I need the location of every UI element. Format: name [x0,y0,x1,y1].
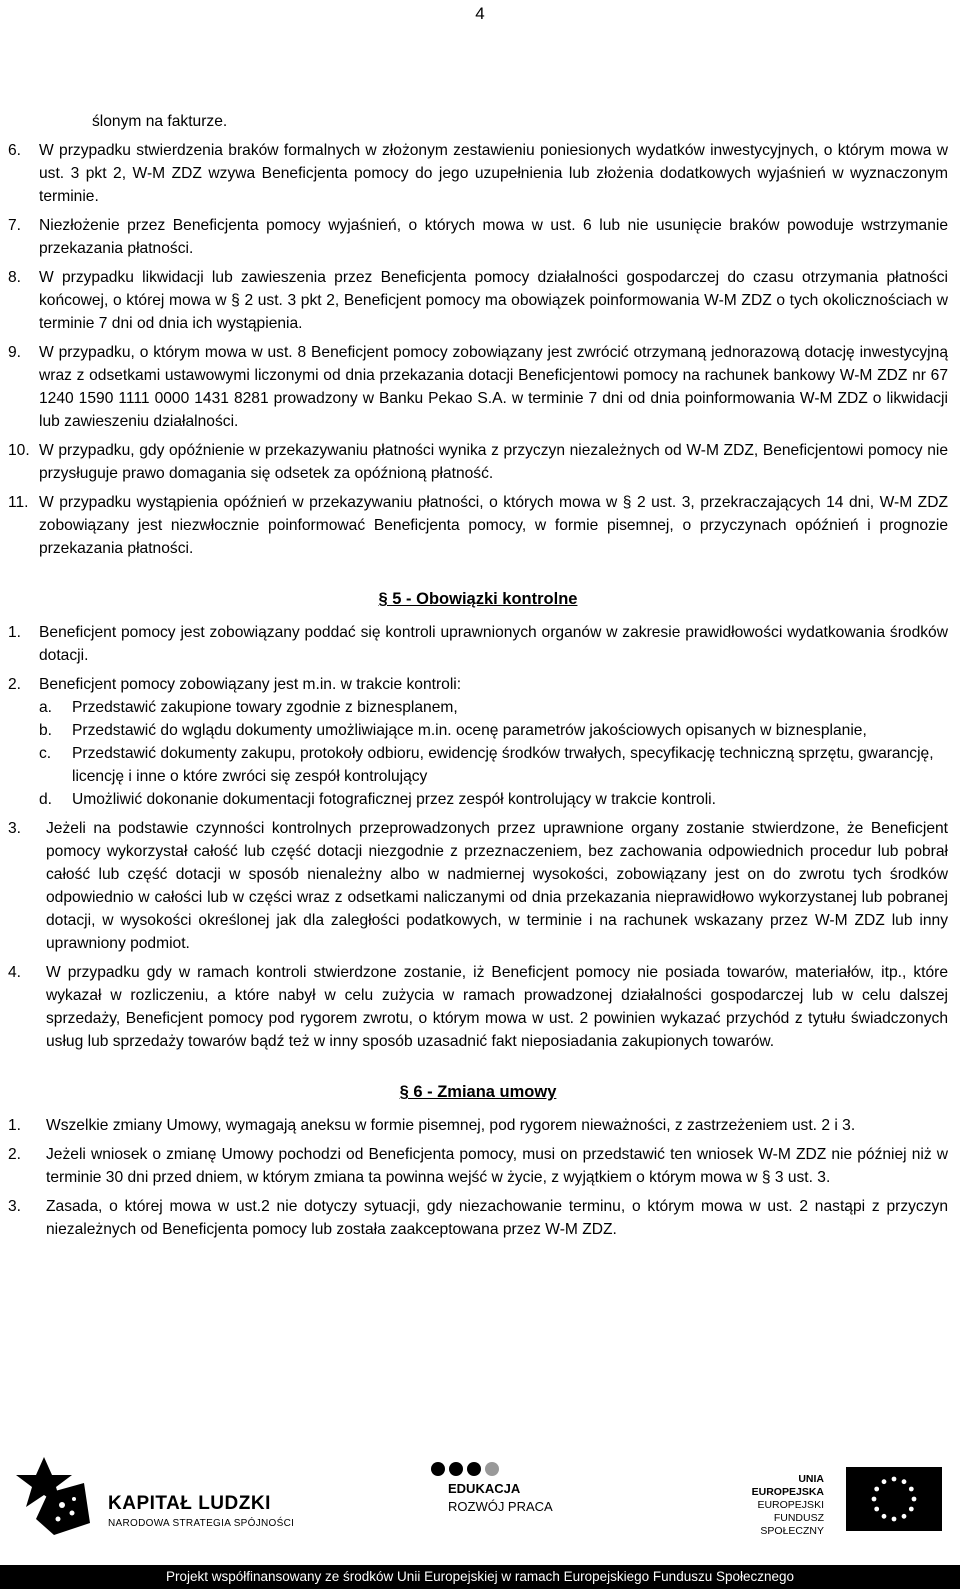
footer-bar-text: Projekt współfinansowany ze środków Unii Europejskiej w ramach Europejskiego Funduszu Społecznego [165,1569,795,1584]
item-number: 1. [8,1117,22,1134]
kapital-ludzki-title: KAPITAŁ LUDZKI [108,1493,271,1514]
sub-item-letter: a. [39,699,53,716]
ue-label-line: UNIA EUROPEJSKA [751,1473,824,1498]
sub-list-item [8,788,948,811]
list-item [8,1114,948,1137]
kapital-ludzki-subtitle: NARODOWA STRATEGIA SPÓJNOŚCI [108,1518,295,1529]
ue-label-line: EUROPEJSKI [757,1499,824,1511]
kapital-ludzki-logo [14,1453,295,1538]
item-number: 11. [8,494,29,511]
edukacja-dots-icon [430,1461,500,1477]
ue-label-line: FUNDUSZ SPOŁECZNY [760,1512,824,1537]
list-item [8,439,948,485]
sub-item-text: Przedstawić dokumenty zakupu, protokoły odbioru, ewidencję środków trwałych, specyfikację techniczną sprzętu, gwarancję, licencję i inne o które zwróci się zespół kontrolujący [72,745,934,785]
sub-item-letter: c. [39,745,52,762]
item-text: Zasada, o której mowa w ust.2 nie dotyczy sytuacji, gdy niezachowanie terminu, o którym mowa w ust. 2 nastąpi z przyczyn niezależnych od Beneficjenta pomocy lub została zaakceptowana przez W-M ZDZ. [46,1198,948,1238]
sub-item-text: Przedstawić zakupione towary zgodnie z biznesplanem, [72,699,458,716]
ue-label [726,1473,824,1538]
item-text: W przypadku likwidacji lub zawieszenia przez Beneficjenta pomocy działalności gospodarczej do czasu otrzymania płatności końcowej, o której mowa w § 2 ust. 3 pkt 2, Beneficjent pomocy ma obowiązek poinformowania W-M ZDZ o tych okolicznościach w terminie 7 dni od dnia ich wystąpienia. [39,269,948,332]
item-number: 8. [8,269,22,286]
sub-list-item [8,696,948,719]
list-item [8,621,948,667]
eu-flag-icon [846,1467,942,1531]
item-number: 6. [8,142,22,159]
sub-item-letter: b. [39,722,53,739]
item-number: 10. [8,442,30,459]
item-number: 3. [8,820,22,837]
list-item [8,266,948,335]
list-item [8,214,948,260]
page-number: 4 [475,4,485,23]
list-item [8,673,948,696]
sub-list-item [8,742,948,788]
item-text: Beneficjent pomocy jest zobowiązany poddać się kontroli uprawnionych organów w zakresie prawidłowości wydatkowania środków dotacji. [39,624,948,664]
list-item [8,1195,948,1241]
edukacja-subtitle: ROZWÓJ PRACA [448,1499,553,1514]
item-number: 7. [8,217,22,234]
item-text: Wszelkie zmiany Umowy, wymagają aneksu w formie pisemnej, pod rygorem nieważności, z zastrzeżeniem ust. 2 i 3. [46,1117,856,1134]
item-text: Jeżeli na podstawie czynności kontrolnych przeprowadzonych przez uprawnione organy zostanie stwierdzone, że Beneficjent pomocy wykorzystał całość lub część dotacji niezgodnie z przeznaczeniem, bez zachowania odpowiednich procedur lub pobrał całość lub część dotacji w sposób nienależny albo w nadmiernej wysokości, zobowiązany jest on do zwrotu tych środków odpowiednio w całości lub w części wraz z odsetkami naliczanymi od dnia przekazania nieprawidłowo wykorzystanej lub pobranej dotacji, w wysokości określonej jak dla zaległości podatkowych, w terminie i na rachunek wskazany przez W-M ZDZ lub inny uprawniony podmiot. [46,820,948,952]
edukacja-title: EDUKACJA [448,1481,521,1496]
document-body [8,110,948,1241]
list-item [8,491,948,560]
item-text: W przypadku stwierdzenia braków formalnych w złożonym zestawieniu poniesionych wydatków inwestycyjnych, o którym mowa w ust. 3 pkt 2, W-M ZDZ wzywa Beneficjenta pomocy do jego uzupełnienia lub złożenia dodatkowych wyjaśnień w wyznaczonym terminie. [39,142,948,205]
item-number: 2. [8,1146,22,1163]
section-heading-zmiana-umowy: § 6 - Zmiana umowy [399,1083,557,1101]
list-item [8,961,948,1053]
list-item [8,139,948,208]
sub-item-text: Umożliwić dokonanie dokumentacji fotograficznej przez zespół kontrolujący w trakcie kontroli. [72,791,716,808]
item-number: 9. [8,344,22,361]
paragraph-continuation [8,110,948,133]
item-number: 1. [8,624,22,641]
item-text: Beneficjent pomocy zobowiązany jest m.in. w trakcie kontroli: [39,676,462,693]
item-number: 4. [8,964,22,981]
item-number: 2. [8,676,22,693]
footer-logos [0,1445,960,1545]
item-number: 3. [8,1198,22,1215]
edukacja-logo [428,1461,563,1531]
item-text: W przypadku gdy w ramach kontroli stwierdzone zostanie, iż Beneficjent pomocy nie posiada towarów, materiałów, itp., które wykazał w rozliczeniu, a które nabył w celu zużycia w ramach prowadzonej działalności gospodarczej lub w celu dalszej sprzedaży, Beneficjent pomocy pod rygorem zwrotu, o którym mowa w ust. 2 powinien wykazać przychód z tytułu świadczonych usług lub sprzedaży towarów bądź też w inny sposób uzasadnić fakt nieposiadania zakupionych towarów. [46,964,948,1050]
item-text: Niezłożenie przez Beneficjenta pomocy wyjaśnień, o których mowa w ust. 6 lub nie usunięcie braków powoduje wstrzymanie przekazania płatności. [39,217,948,257]
list-item [8,1143,948,1189]
sub-item-text: Przedstawić do wglądu dokumenty umożliwiające m.in. ocenę parametrów jakościowych opisanych w biznesplanie, [72,722,867,739]
item-text: Jeżeli wniosek o zmianę Umowy pochodzi od Beneficjenta pomocy, musi on przedstawić ten wniosek W-M ZDZ nie później niż w terminie 30 dni przed dniem, w którym zmiana ta powinna wejść w życie, z wyjątkiem o którym mowa w § 3 ust. 3. [46,1146,948,1186]
item-text: W przypadku, gdy opóźnienie w przekazywaniu płatności wynika z przyczyn niezależnych od W-M ZDZ, Beneficjentowi pomocy nie przysługuje prawo domagania się odsetek za opóźnioną płatność. [39,442,948,482]
item-text: W przypadku, o którym mowa w ust. 8 Beneficjent pomocy zobowiązany jest zwrócić otrzymaną jednorazową dotację inwestycyjną wraz z odsetkami ustawowymi liczonymi od dnia przekazania dotacji Beneficjentowi pomocy na rachunek bankowy W-M ZDZ nr 67 1240 1590 1111 0000 1431 8281 prowadzony w Banku Pekao S.A. w terminie 7 dni od dnia poinformowania W-M ZDZ o likwidacji lub zawieszeniu działalności. [39,344,948,430]
paragraph-text: ślonym na fakturze. [92,113,228,130]
sub-list-item [8,719,948,742]
unia-europejska-logo [726,1467,941,1537]
list-item [8,817,948,955]
list-item [8,341,948,433]
item-text: W przypadku wystąpienia opóźnień w przekazywaniu płatności, o których mowa w § 2 ust. 3, przekraczających 14 dni, W-M ZDZ zobowiązany jest niezwłocznie poinformować Beneficjenta pomocy, w formie pisemnej, o przyczynach opóźnień i prognozie przekazania płatności. [39,494,948,557]
sub-item-letter: d. [39,791,53,808]
kapital-ludzki-emblem-icon [14,1453,94,1538]
footer-bar [0,1565,960,1589]
section-heading-obowiazki-kontrolne: § 5 - Obowiązki kontrolne [378,590,578,608]
